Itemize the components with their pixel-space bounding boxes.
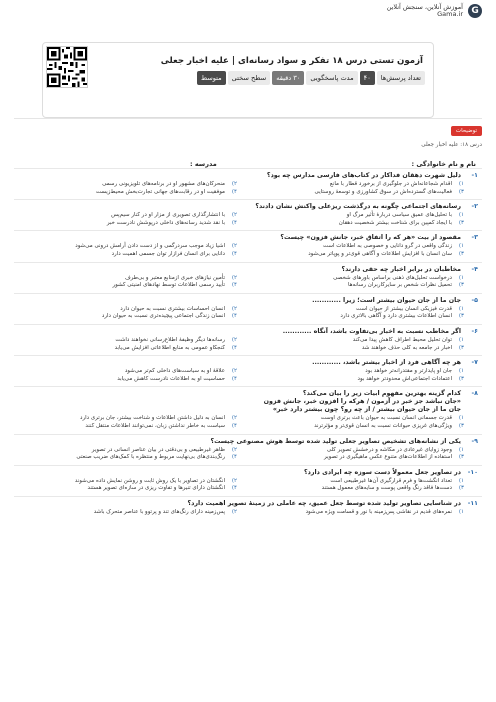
- answer-option[interactable]: [20, 368, 237, 376]
- answer-option[interactable]: [247, 282, 464, 290]
- option-text: رنگ‌بندی‌های بی‌نهایت مربوط و منتظره با کمک‌های ضریب صنعتی: [76, 454, 225, 461]
- question-item: [14, 293, 482, 324]
- question-text: دلیل شهرت دهقان فداکار در کتاب‌های فارسی مدارس چه بود؟: [266, 172, 461, 179]
- gama-logo: G: [468, 4, 482, 18]
- answer-option[interactable]: [247, 376, 464, 384]
- notice-text: درس ۱۸: علیه اخبار جعلی: [421, 142, 482, 148]
- option-text: زندگی واقعی در گرو دانایی و خصوصی به اطلاعات است: [322, 243, 452, 250]
- question-header: [20, 359, 478, 367]
- option-text: ویژگی‌های غریزی حیوانات نسبت به انسان قوی‌تر و مؤثرترند: [314, 422, 452, 429]
- option-number: ۱): [458, 181, 464, 187]
- answer-options: [20, 275, 478, 290]
- answer-options: [20, 212, 478, 227]
- option-text: نمره‌های قدیم در نقاشی پس‌زمینه با نور و قسامت ویژه می‌شود: [305, 508, 452, 515]
- option-text: اقدام شجاعانه‌اش در جلوگیری از برخورد قطار با مانع: [329, 181, 452, 187]
- brand-bar: [0, 0, 496, 22]
- question-text: هر چه آگاهی فرد از اخبار بیشتر باشد، ............: [312, 359, 461, 367]
- answer-options: [20, 181, 478, 196]
- option-number: ۳): [458, 375, 464, 382]
- option-number: ۴): [231, 313, 237, 320]
- option-number: ۱): [458, 212, 464, 219]
- answer-option[interactable]: [247, 243, 464, 251]
- question-text: در تصاویر جعل معمولاً دست سوزه چه ایرادی دارد؟: [304, 468, 461, 476]
- option-number: ۴): [231, 282, 237, 289]
- exam-info-chips: [197, 71, 425, 85]
- option-number: ۳): [458, 344, 464, 351]
- answer-options: [20, 368, 478, 383]
- answer-option[interactable]: [247, 423, 464, 431]
- question-header: [20, 438, 478, 446]
- answer-option[interactable]: [247, 485, 464, 493]
- question-header: [20, 390, 478, 414]
- option-number: ۱): [458, 415, 464, 422]
- answer-options: [20, 243, 478, 258]
- option-text: فعالیت‌های گسترده‌اش در سوق کشاورزی و توسعهٔ روستایی: [314, 188, 452, 195]
- option-text: با ایجاد کمپین برای شناخت بیشتر شخصیت دهقان: [338, 219, 452, 226]
- option-text: تأمین نیازهای خبری ازمنابع معتبر و بی‌طرف: [124, 274, 225, 281]
- option-text: انگشتان در تصاویر با یک روش ثابت و روشن نمایش داده می‌شوند: [74, 477, 225, 484]
- option-number: ۴): [231, 454, 237, 461]
- question-item: [14, 465, 482, 496]
- answer-option[interactable]: [20, 337, 237, 345]
- option-number: ۴): [231, 422, 237, 429]
- option-number: ۴): [231, 219, 237, 226]
- answer-option[interactable]: [20, 345, 237, 353]
- question-header: [20, 328, 478, 336]
- answer-option[interactable]: [20, 376, 237, 384]
- option-text: علاقهٔ او به سیاست‌های داخلی کم‌تر می‌شود: [124, 368, 225, 375]
- info-chip: مدت پاسخگویی: [306, 71, 357, 85]
- option-text: توان تحلیل محیط اطراف کاهش پیدا می‌کند: [352, 336, 452, 343]
- answer-option[interactable]: [247, 313, 464, 321]
- question-text: در شناسایی تصاویر تولید شده توسط جعل عمیق، چه عاملی در زمینهٔ تصویر اهمیت دارد؟: [187, 499, 461, 507]
- option-text: انسان اطلاعات بیشتری دارد و آگاهی بالاتری دارد: [340, 313, 452, 320]
- answer-option[interactable]: [247, 415, 464, 423]
- option-number: ۱): [458, 508, 464, 515]
- answer-option[interactable]: [20, 423, 237, 431]
- option-text: سیاست به خاطر نداشتن زبان، نمی‌توانند اطلاعات منتقل کنند: [85, 422, 225, 429]
- option-number: ۲): [231, 305, 237, 312]
- option-number: ۳): [458, 454, 464, 461]
- answer-option[interactable]: [20, 212, 237, 220]
- option-number: ۲): [231, 212, 237, 219]
- option-text: با نقد شدید رسانه‌های داخلی درپوشش نادرست خبر: [106, 219, 225, 226]
- option-number: ۱): [458, 336, 464, 343]
- question-header: [20, 203, 478, 211]
- answer-option[interactable]: [247, 447, 464, 455]
- option-number: ۳): [458, 188, 464, 195]
- notice-tag: توضیحات: [451, 126, 482, 136]
- option-number: ۱): [458, 305, 464, 312]
- question-item: [14, 496, 482, 520]
- answer-option[interactable]: [20, 454, 237, 462]
- option-text: استفاده از اطلاعات‌های متنوع عکس ماهیگیری در تصویر: [324, 454, 452, 461]
- option-text: دست‌ها فاقد رنگ واقعی پوست و سایه‌های معمول هستند: [321, 485, 452, 492]
- info-chip: تعداد پرسش‌ها: [377, 71, 425, 85]
- question-header: [20, 469, 478, 477]
- answer-option[interactable]: [20, 220, 237, 228]
- option-text: پس‌زمینه دارای رنگ‌های تند و پرتوو با عناصر متحرک باشد: [93, 508, 225, 515]
- brand-name: آموزش آنلاین، سنجش آنلاین: [386, 2, 463, 11]
- option-number: ۳): [458, 313, 464, 320]
- option-number: ۴): [231, 485, 237, 492]
- option-text: انسان زندگی اجتماعی پیچیده‌تری نسبت به حیوان دارد: [101, 313, 225, 320]
- answer-option[interactable]: [247, 212, 464, 220]
- question-item: [14, 434, 482, 465]
- option-number: ۳): [458, 485, 464, 492]
- option-text: سان انسان با افزایش اطلاعات و آگاهی قوی‌تر و پوپاتر می‌شود: [308, 250, 452, 257]
- option-text: با انتشارگذاری تصویری از مزار او در کنار سیم‌پس: [111, 212, 225, 219]
- name-label: نام و نام خانوادگی :: [411, 160, 476, 168]
- answer-option[interactable]: [20, 485, 237, 493]
- info-chip: متوسط: [197, 71, 226, 85]
- answer-option[interactable]: [20, 313, 237, 321]
- answer-options: [20, 478, 478, 493]
- question-number: ۷-: [471, 359, 478, 367]
- answer-options: [20, 509, 478, 517]
- answer-option[interactable]: [20, 251, 237, 259]
- question-item: [14, 230, 482, 261]
- option-number: ۲): [231, 336, 237, 343]
- answer-option[interactable]: [20, 447, 237, 455]
- option-number: ۳): [458, 250, 464, 257]
- option-text: قدرت فیزیکی انسان بیشتر از حیوان است: [356, 305, 452, 312]
- option-text: اعتمادات اجتماعی‌اش محدودتر خواهد بود: [357, 375, 452, 382]
- answer-option[interactable]: [20, 509, 237, 517]
- option-text: وجود زوایای غیرعادی در مکاشه و درخشش تصویر کلی: [326, 446, 452, 453]
- info-chip: ۳۰ دقیقه: [272, 71, 304, 85]
- option-number: ۱): [458, 477, 464, 484]
- notice-section: [14, 126, 482, 148]
- option-number: ۴): [231, 250, 237, 257]
- question-number: ۱۰-: [467, 468, 478, 476]
- answer-option[interactable]: [247, 454, 464, 462]
- answer-options: [20, 306, 478, 321]
- brand-site[interactable]: Gama.ir: [437, 10, 463, 18]
- answer-option[interactable]: [20, 243, 237, 251]
- question-text: مخاطبان در برابر اخبار چه حقی دارند؟: [341, 265, 461, 273]
- option-number: ۳): [458, 422, 464, 429]
- answer-option[interactable]: [247, 220, 464, 228]
- answer-option[interactable]: [247, 509, 464, 517]
- question-header: [20, 172, 478, 180]
- question-text: رسانه‌های اجتماعی چگونه به درگذشت ریزعلی واکنش نشان دادند؟: [255, 203, 461, 211]
- option-text: با تحلیل‌های عمیق سیاسی دربارهٔ تأثیر مرگ او: [346, 212, 452, 219]
- brand-text: [387, 4, 463, 19]
- option-number: ۳): [458, 282, 464, 289]
- exam-title: آزمون تستی درس ۱۸ تفکر و سواد رسانه‌ای | علیه اخبار جعلی: [160, 56, 423, 66]
- answer-option[interactable]: [247, 189, 464, 197]
- option-text: منحرکان‌های مشهور او در برنامه‌های تلویزیونی رسمی: [102, 181, 225, 187]
- question-number: ۶-: [471, 327, 478, 335]
- option-text: انسان احساسات بیشتری نسبت به حیوان دارد: [120, 305, 225, 312]
- answer-options: [20, 415, 478, 430]
- question-text: اگر مخاطب نسبت به اخبار بی‌تفاوت باشد، آنگاه ............: [282, 327, 461, 335]
- question-number: ۴-: [471, 265, 478, 273]
- answer-option[interactable]: [20, 189, 237, 197]
- option-number: ۲): [231, 243, 237, 250]
- question-header: [20, 234, 478, 242]
- option-number: ۲): [231, 368, 237, 375]
- option-text: رسانه‌ها دیگر وظیفهٔ اطلاع‌رسانی نخواهند داشت: [115, 336, 225, 343]
- option-number: ۴): [231, 344, 237, 351]
- question-number: ۱۱-: [467, 499, 478, 507]
- question-number: ۸-: [471, 390, 478, 398]
- divider: [14, 118, 482, 119]
- option-number: ۱): [458, 446, 464, 453]
- option-text: انسان به دلیل داشتن اطلاعات و شناخت بیشتر، جان برتری دارد: [80, 415, 225, 422]
- option-text: تأیید رسمی اطلاعات توسط نهادهای امنیتی کشور: [112, 282, 225, 289]
- option-text: کنجکاو عمومی به منابع اطلاعاتی افزایش می‌یابد: [114, 344, 225, 351]
- option-text: دانایی برای انسان فرازار توان جسمی اهمیت دارد: [111, 250, 225, 257]
- answer-option[interactable]: [247, 368, 464, 376]
- answer-options: [20, 337, 478, 352]
- option-number: ۲): [231, 274, 237, 281]
- question-number: ۳-: [471, 234, 478, 242]
- option-number: ۱): [458, 368, 464, 375]
- question-header: [20, 266, 478, 274]
- option-text: موفقیت او در رقابت‌های جهانی تجارت‌بخش محیط‌زیست: [95, 188, 225, 195]
- answer-option[interactable]: [247, 181, 464, 189]
- question-item: [14, 386, 482, 433]
- info-chip: ۴۰: [360, 71, 375, 85]
- question-item: [14, 262, 482, 293]
- question-text: یکی از نشانه‌های تشخیص تصاویر جعلی تولید شده توسط هوش مصنوعی چیست؟: [210, 437, 461, 445]
- option-number: ۴): [231, 188, 237, 195]
- option-text: تحمیل نظرات شخص بر سایرکاربران رسانه‌ها: [347, 282, 452, 289]
- option-number: ۲): [231, 181, 237, 187]
- option-number: ۲): [231, 508, 237, 515]
- option-number: ۲): [231, 477, 237, 484]
- answer-options: [20, 447, 478, 462]
- question-text: کدام گزینه بهترین مفهوم ابیات زیر را بیان می‌کند؟ «جان نباشد جز خبر در آزمون / هرکه را افزون خبر، جانش فزون جان ما از جان حیوان بیشتر / از چه رو؟ چون بیشتر دارد خبر»: [263, 390, 461, 414]
- question-item: [14, 324, 482, 355]
- exam-header-card: [42, 42, 434, 118]
- question-item: [14, 199, 482, 230]
- answer-option[interactable]: [247, 337, 464, 345]
- option-number: ۱): [458, 243, 464, 250]
- answer-option[interactable]: [20, 181, 237, 189]
- question-item: [14, 168, 482, 199]
- option-text: درخواست تحلیل‌های ذهنی براساس باورهای شخصی: [333, 274, 452, 281]
- question-header: [20, 500, 478, 508]
- answer-option[interactable]: [20, 415, 237, 423]
- option-text: ظاهر غیرطبیعی و بی‌دقتی در بیان عناصر انسانی در تصویر: [91, 446, 225, 453]
- option-text: حساسیت او به اطلاعات نادرست کاهش می‌یابد: [117, 375, 225, 382]
- option-text: انگشتان دارای تنیرها و تفاوت ریزی در سازه‌ای تصویر هستند: [87, 485, 225, 492]
- option-text: جان او پایدارتر و مقتدرانه‌تر خواهد بود: [365, 368, 452, 375]
- info-chip: سطح سختی: [228, 71, 271, 85]
- question-number: ۹-: [471, 437, 478, 445]
- question-number: ۲-: [471, 203, 478, 211]
- option-text: اخبار در جامعه به کلی حذف خواهند شد: [361, 344, 452, 351]
- answer-option[interactable]: [247, 345, 464, 353]
- option-number: ۴): [231, 375, 237, 382]
- answer-option[interactable]: [20, 282, 237, 290]
- option-number: ۳): [458, 219, 464, 226]
- student-info-row: [20, 160, 476, 168]
- option-number: ۲): [231, 446, 237, 453]
- option-number: ۲): [231, 415, 237, 422]
- question-text: مقصود از بیت «هر که را اتفاق خبر، جانش فزون» چیست؟: [280, 234, 461, 242]
- question-item: [14, 355, 482, 386]
- school-label: مدرسه :: [190, 160, 217, 168]
- question-list: [14, 168, 482, 519]
- answer-option[interactable]: [247, 251, 464, 259]
- option-text: اشیا زیاد موجب سردرگمی و از دست دادن آرامش درونی می‌شود: [75, 243, 225, 250]
- option-number: ۱): [458, 274, 464, 281]
- option-text: تعداد انگشت‌ها و فرم قرارگیری آن‌ها غیرطبیعی است: [330, 477, 452, 484]
- question-header: [20, 297, 478, 305]
- option-text: قدرت جسمانی انسان نسبت به حیوان باعث برتری اوست: [320, 415, 452, 422]
- question-number: ۱-: [471, 172, 478, 179]
- qr-code-icon: [46, 46, 88, 88]
- question-text: جان ما از جان حیوان بیشتر است؛ زیرا ............: [312, 296, 461, 304]
- question-number: ۵-: [471, 296, 478, 304]
